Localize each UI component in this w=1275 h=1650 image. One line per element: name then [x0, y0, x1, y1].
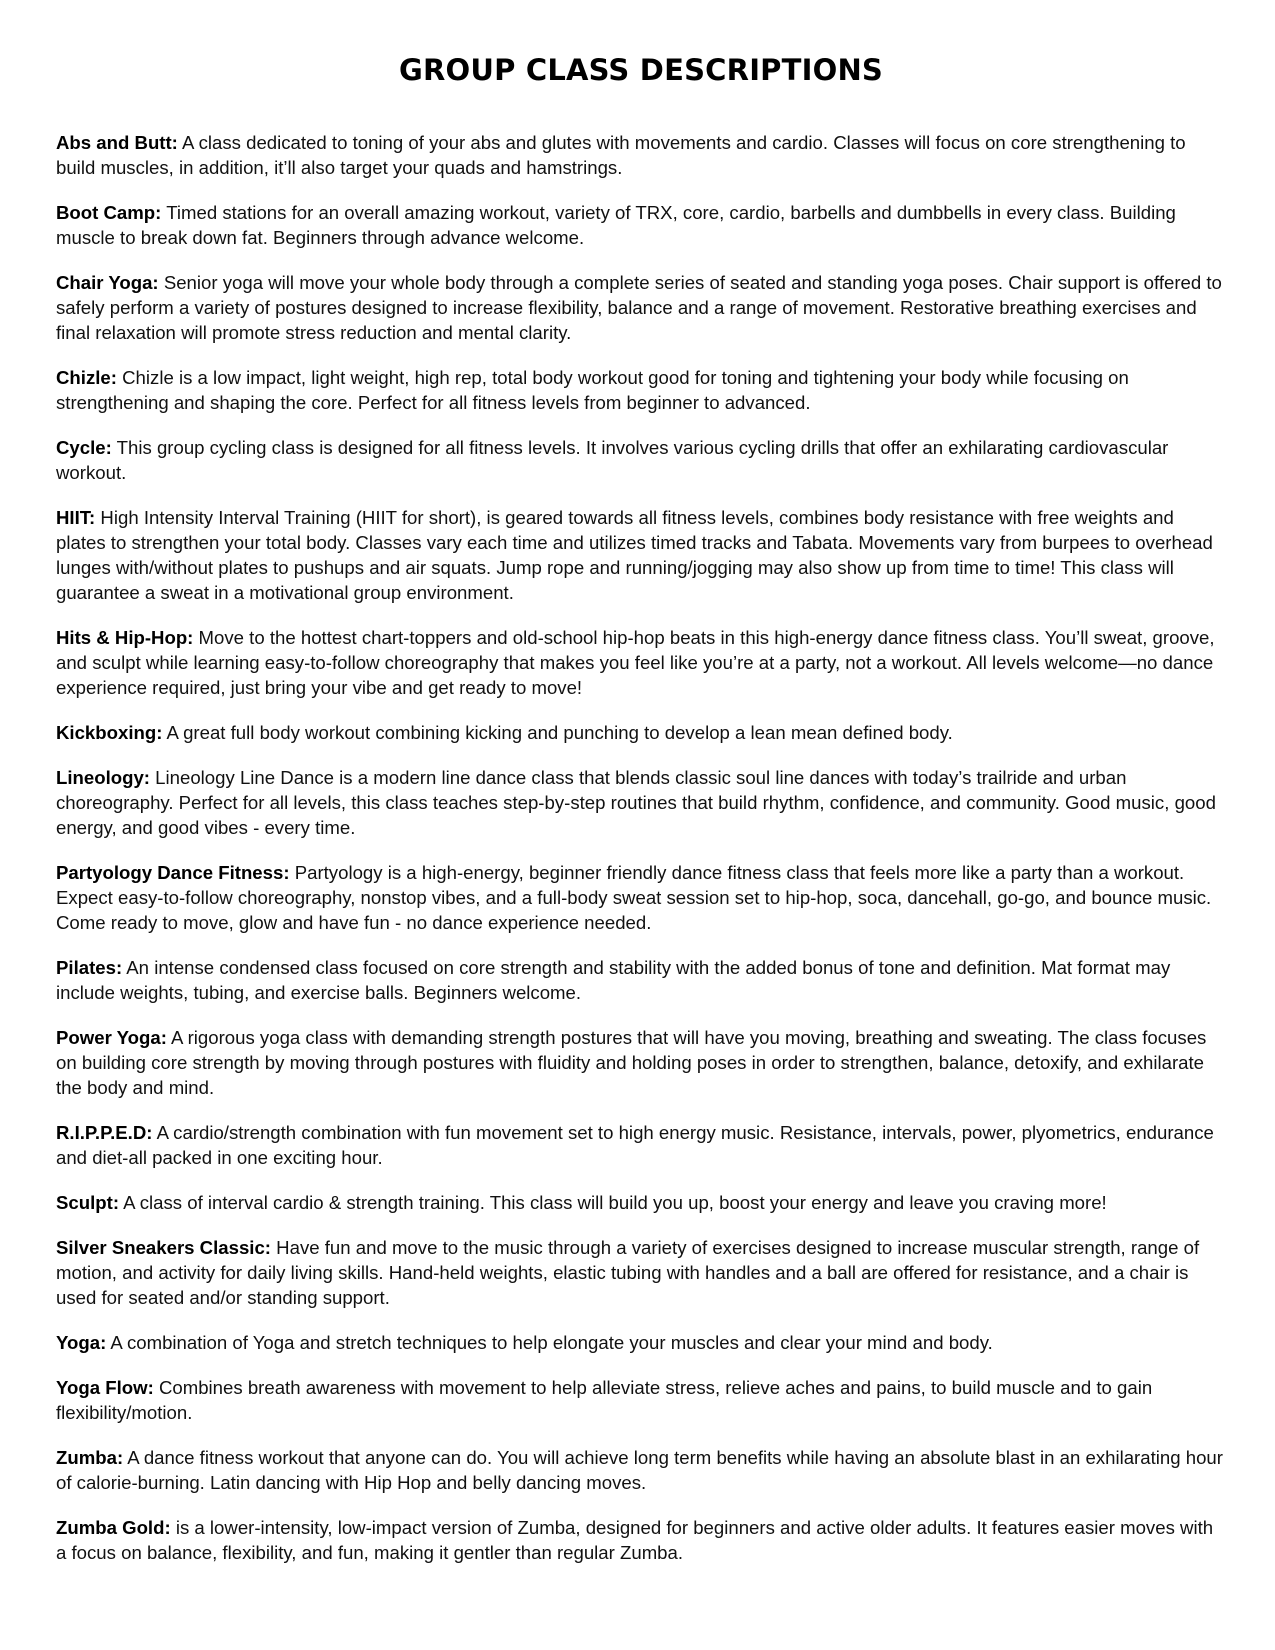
class-entry	[56, 1235, 1226, 1310]
class-name: Partyology Dance Fitness:	[56, 862, 290, 883]
class-description: Combines breath awareness with movement to help alleviate stress, relieve aches and pains, to build muscle and to gain flexibility/motion.	[56, 1377, 1153, 1423]
class-description: A class of interval cardio & strength training. This class will build you up, boost your energy and leave you craving more!	[123, 1192, 1107, 1213]
class-entry	[56, 365, 1226, 415]
page-title: GROUP CLASS DESCRIPTIONS	[398, 53, 884, 87]
class-description: Move to the hottest chart-toppers and old-school hip-hop beats in this high-energy dance fitness class. You’ll sweat, groove, and sculpt while learning easy-to-follow choreography that makes you feel like you’re at a party, not a workout. All levels welcome—no dance experience required, just bring your vibe and get ready to move!	[56, 627, 1215, 698]
class-name: Pilates:	[56, 957, 123, 978]
class-entry	[56, 1025, 1226, 1100]
class-name: Abs and Butt:	[56, 132, 178, 153]
class-description: Lineology Line Dance is a modern line dance class that blends classic soul line dances with today’s trailride and urban choreography. Perfect for all levels, this class teaches step-by-step routines that build rhythm, confidence, and community. Good music, good energy, and good vibes - every time.	[56, 767, 1216, 838]
class-entry	[56, 435, 1226, 485]
class-description-list	[56, 130, 1226, 1565]
class-name: R.I.P.P.E.D:	[56, 1122, 153, 1143]
class-description: A class dedicated to toning of your abs and glutes with movements and cardio. Classes will focus on core strengthening to build muscles, in addition, it’ll also target your quads and hamstrings.	[56, 132, 1186, 178]
class-description: A combination of Yoga and stretch techniques to help elongate your muscles and clear your mind and body.	[110, 1332, 993, 1353]
class-description: Senior yoga will move your whole body through a complete series of seated and standing yoga poses. Chair support is offered to safely perform a variety of postures designed to increase flexibility, balance and a range of movement. Restorative breathing exercises and final relaxation will promote stress reduction and mental clarity.	[56, 272, 1222, 343]
class-description: Timed stations for an overall amazing workout, variety of TRX, core, cardio, barbells and dumbbells in every class. Building muscle to break down fat. Beginners through advance welcome.	[56, 202, 1176, 248]
class-name: Hits & Hip-Hop:	[56, 627, 194, 648]
class-entry	[56, 1375, 1226, 1425]
class-description: Partyology is a high-energy, beginner friendly dance fitness class that feels more like a party than a workout. Expect easy-to-follow choreography, nonstop vibes, and a full-body sweat session set to hip-hop, soca, dancehall, go-go, and bounce music. Come ready to move, glow and have fun - no dance experience needed.	[56, 862, 1212, 933]
class-name: HIIT:	[56, 507, 96, 528]
class-name: Yoga:	[56, 1332, 107, 1353]
class-description: High Intensity Interval Training (HIIT for short), is geared towards all fitness levels, combines body resistance with free weights and plates to strengthen your total body. Classes vary each time and utilizes timed tracks and Tabata. Movements vary from burpees to overhead lunges with/without plates to pushups and air squats. Jump rope and running/jogging may also show up from time to time! This class will guarantee a sweat in a motivational group environment.	[56, 507, 1213, 603]
document-page	[56, 50, 1226, 1585]
class-description: A dance fitness workout that anyone can do. You will achieve long term benefits while having an absolute blast in an exhilarating hour of calorie-burning. Latin dancing with Hip Hop and belly dancing moves.	[56, 1447, 1223, 1493]
class-entry	[56, 1120, 1226, 1170]
class-entry	[56, 1330, 1226, 1355]
class-description: A rigorous yoga class with demanding strength postures that will have you moving, breathing and sweating. The class focuses on building core strength by moving through postures with fluidity and holding poses in order to strengthen, balance, detoxify, and exhilarate the body and mind.	[56, 1027, 1207, 1098]
class-description: A cardio/strength combination with fun movement set to high energy music. Resistance, intervals, power, plyometrics, endurance and diet-all packed in one exciting hour.	[56, 1122, 1214, 1168]
class-description: is a lower-intensity, low-impact version of Zumba, designed for beginners and active older adults. It features easier moves with a focus on balance, flexibility, and fun, making it gentler than regular Zumba.	[56, 1517, 1214, 1563]
class-entry	[56, 625, 1226, 700]
class-entry	[56, 720, 1226, 745]
class-entry	[56, 955, 1226, 1005]
class-entry	[56, 765, 1226, 840]
class-entry	[56, 1190, 1226, 1215]
class-entry	[56, 130, 1226, 180]
class-description: An intense condensed class focused on core strength and stability with the added bonus of tone and definition. Mat format may include weights, tubing, and exercise balls. Beginners welcome.	[56, 957, 1171, 1003]
class-entry	[56, 1445, 1226, 1495]
class-name: Cycle:	[56, 437, 112, 458]
class-description: Have fun and move to the music through a variety of exercises designed to increase muscular strength, range of motion, and activity for daily living skills. Hand-held weights, elastic tubing with handles and a ball are offered for resistance, and a chair is used for seated and/or standing support.	[56, 1237, 1200, 1308]
class-name: Lineology:	[56, 767, 150, 788]
class-name: Chair Yoga:	[56, 272, 159, 293]
class-entry	[56, 860, 1226, 935]
class-entry	[56, 1515, 1226, 1565]
class-entry	[56, 200, 1226, 250]
class-entry	[56, 505, 1226, 605]
class-name: Silver Sneakers Classic:	[56, 1237, 271, 1258]
class-description: Chizle is a low impact, light weight, high rep, total body workout good for toning and tightening your body while focusing on strengthening and shaping the core. Perfect for all fitness levels from beginner to advanced.	[56, 367, 1129, 413]
class-name: Boot Camp:	[56, 202, 162, 223]
class-entry	[56, 270, 1226, 345]
class-name: Sculpt:	[56, 1192, 120, 1213]
class-name: Chizle:	[56, 367, 117, 388]
class-name: Zumba Gold:	[56, 1517, 171, 1538]
class-description: A great full body workout combining kicking and punching to develop a lean mean defined body.	[166, 722, 953, 743]
class-name: Yoga Flow:	[56, 1377, 154, 1398]
class-name: Zumba:	[56, 1447, 124, 1468]
class-name: Power Yoga:	[56, 1027, 167, 1048]
class-description: This group cycling class is designed for all fitness levels. It involves various cycling drills that offer an exhilarating cardiovascular workout.	[56, 437, 1169, 483]
class-name: Kickboxing:	[56, 722, 163, 743]
